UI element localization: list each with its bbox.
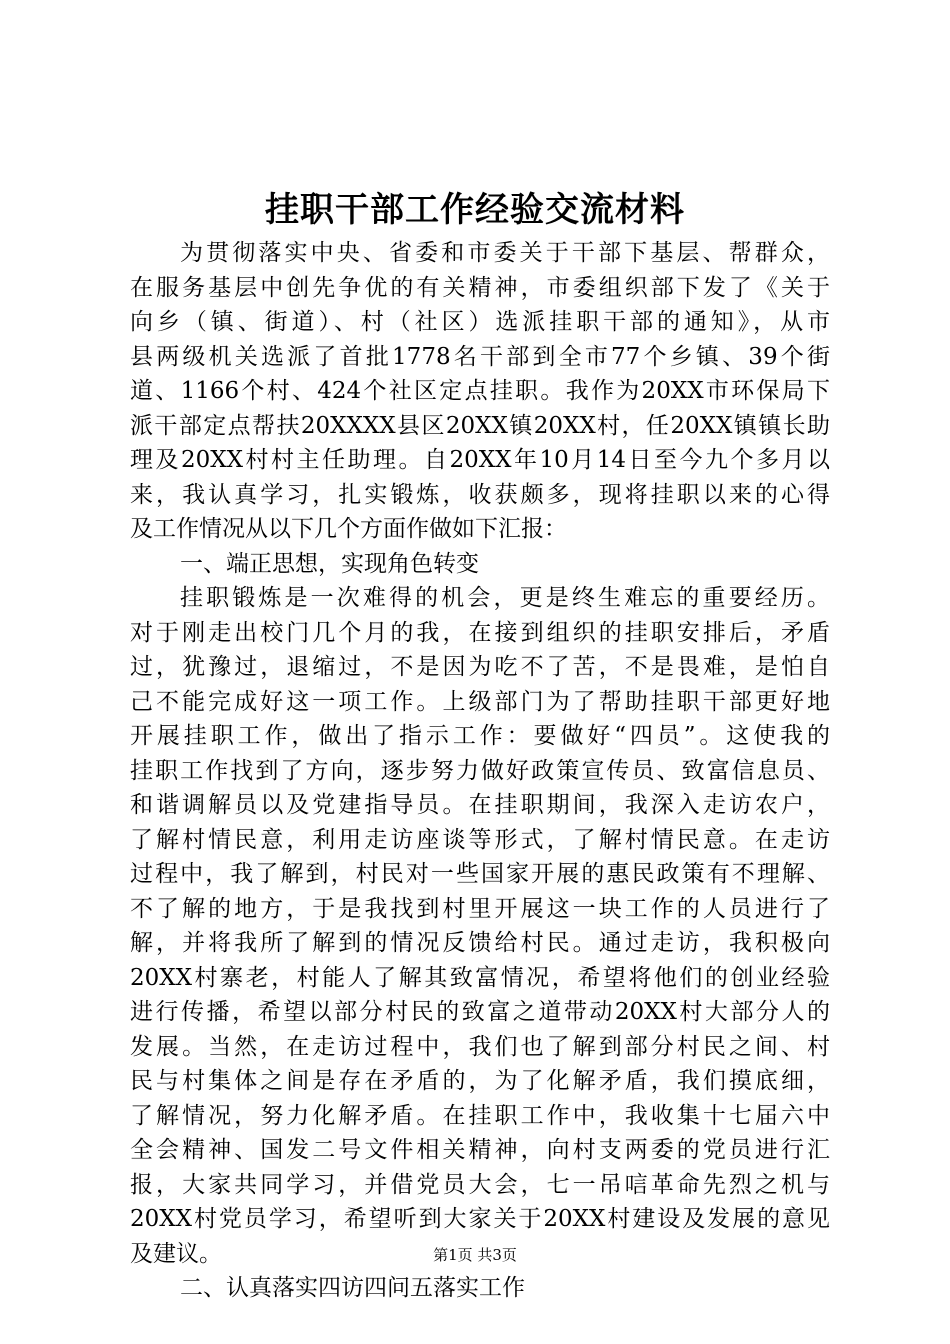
paragraph-line: 全会精神、国发二号文件相关精神，向村支两委的党员进行汇 xyxy=(130,1137,830,1163)
paragraph-line: 了解村情民意，利用走访座谈等形式，了解村情民意。在走访 xyxy=(130,826,830,853)
paragraph-line: 向乡（镇、街道）、村（社区）选派挂职干部的通知》，从市 xyxy=(130,309,830,335)
paragraph-line: 开展挂职工作，做出了指示工作：要做好“四员”。这使我的 xyxy=(130,723,830,749)
paragraph-line: 20XX村寨老，村能人了解其致富情况，希望将他们的创业经验 xyxy=(130,964,830,991)
paragraph-line: 县两级机关选派了首批1778名干部到全市77个乡镇、39个街 xyxy=(130,343,830,370)
paragraph-line: 进行传播，希望以部分村民的致富之道带动20XX村大部分人的 xyxy=(130,999,830,1025)
paragraph-line: 和谐调解员以及党建指导员。在挂职期间，我深入走访农户， xyxy=(130,792,830,818)
paragraph-line: 对于刚走出校门几个月的我，在接到组织的挂职安排后，矛盾 xyxy=(130,619,830,646)
paragraph-line: 解，并将我所了解到的情况反馈给村民。通过走访，我积极向 xyxy=(130,930,830,956)
paragraph-line: 道、1166个村、424个社区定点挂职。我作为20XX市环保局下 xyxy=(130,378,830,404)
paragraph-line: 理及20XX村村主任助理。自20XX年10月14日至今九个多月以 xyxy=(130,447,830,473)
paragraph-line: 及工作情况从以下几个方面作做如下汇报： xyxy=(130,516,567,542)
paragraph-line: 过，犹豫过，退缩过，不是因为吃不了苦，不是畏难，是怕自 xyxy=(130,654,830,680)
page-footer: 第1页 共3页 xyxy=(433,1246,517,1264)
document-title: 挂职干部工作经验交流材料 xyxy=(265,190,685,230)
paragraph-line: 为贯彻落实中央、省委和市委关于干部下基层、帮群众， xyxy=(180,240,830,266)
paragraph-line: 过程中，我了解到，村民对一些国家开展的惠民政策有不理解、 xyxy=(130,861,830,887)
paragraph-line: 来，我认真学习，扎实锻炼，收获颇多，现将挂职以来的心得 xyxy=(130,481,830,508)
paragraph-line: 己不能完成好这一项工作。上级部门为了帮助挂职干部更好地 xyxy=(130,688,830,715)
paragraph-line: 20XX村党员学习，希望听到大家关于20XX村建设及发展的意见 xyxy=(130,1206,830,1232)
section-heading: 一、端正思想，实现角色转变 xyxy=(180,550,479,577)
paragraph-line: 不了解的地方，于是我找到村里开展这一块工作的人员进行了 xyxy=(130,895,830,922)
paragraph-line: 报，大家共同学习，并借党员大会，七一吊唁革命先烈之机与 xyxy=(130,1171,830,1198)
paragraph-line: 挂职锻炼是一次难得的机会，更是终生难忘的重要经历。 xyxy=(180,585,830,611)
paragraph-line: 及建议。 xyxy=(130,1240,222,1267)
paragraph-line: 挂职工作找到了方向，逐步努力做好政策宣传员、致富信息员、 xyxy=(130,757,830,784)
paragraph-line: 了解情况，努力化解矛盾。在挂职工作中，我收集十七届六中 xyxy=(130,1102,830,1129)
section-heading: 二、认真落实四访四问五落实工作 xyxy=(180,1275,525,1301)
paragraph-line: 民与村集体之间是存在矛盾的，为了化解矛盾，我们摸底细， xyxy=(130,1068,830,1094)
paragraph-line: 在服务基层中创先争优的有关精神，市委组织部下发了《关于 xyxy=(130,274,830,301)
paragraph-line: 派干部定点帮扶20XXXX县区20XX镇20XX村，任20XX镇镇长助 xyxy=(130,412,830,439)
paragraph-line: 发展。当然，在走访过程中，我们也了解到部分村民之间、村 xyxy=(130,1033,830,1060)
document-body xyxy=(130,236,830,1306)
